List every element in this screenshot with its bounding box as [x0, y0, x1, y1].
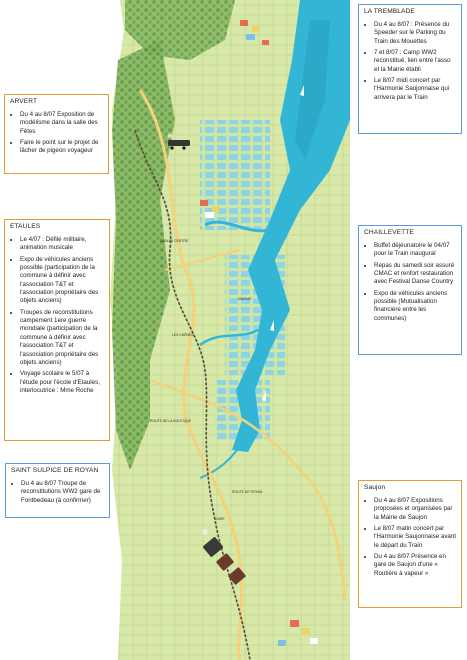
map-label-street-b: ROUTE DE ROYAN [232, 490, 263, 494]
map-label-town-center: SABLES CENTRE [160, 239, 189, 243]
box-title: Saujon [364, 484, 386, 491]
list-item: • Du 4 au 8/07 : Présence du Speeder sur le Parking du Train des Mouettes [374, 21, 456, 46]
list-item: • Le 8/07 matin concert par l'Harmonie Saujonnaise avant le départ du Train [374, 525, 456, 550]
info-box-saujon [358, 480, 462, 608]
info-box-etaules [4, 219, 110, 441]
box-title: SAINT SULPICE DE ROYAN [11, 467, 99, 474]
box-title: LA TREMBLADE [364, 8, 415, 15]
map-label-street-a: ROUTE DE LA BOUTIQUE [150, 419, 192, 423]
list-item: • Du 4 au 8/07 Présence en gare de Saujon d'une « Routière à vapeur » [374, 553, 456, 578]
list-item: • Du 4 au 8/07 Troupe de reconstitutions WW2 gare de Fontbedeau (à confirmer) [21, 480, 104, 505]
list-item: • Expo de véhicules anciens possible (participation de la commune à définir avec l'association T&T et l'association propriétaire des objets anciens) [20, 256, 104, 306]
info-box-la-tremblade [358, 4, 462, 134]
list-item: • 7 et 8/07 : Camp WW2 reconstitué, lien entre l'asso et la Mairie établi [374, 49, 456, 74]
list-item: • Le 8/07 midi concert par l'Harmonie Saujonnaise qui arrivera par le Train [374, 77, 456, 102]
list-item: • Buffet déjeunatoire le 04/07 pour le Train inaugural [374, 242, 456, 259]
map-label-marsh: MARAIS [238, 297, 251, 301]
info-box-chaillevette [358, 225, 462, 355]
box-title: ETAULES [10, 223, 41, 230]
box-title: ARVERT [10, 98, 38, 105]
list-item: • Faire le point sur le projet de lâcher de pigeon voyageur [20, 139, 103, 156]
list-item: • Du 4 au 8/07 Exposition de modélisme dans la salle des Fêtes [20, 111, 103, 136]
map-label-hamlet: LES CHÊNES [172, 333, 194, 337]
box-title: CHAILLEVETTE [364, 229, 414, 236]
info-box-arvert [4, 94, 109, 174]
list-item: • Voyage scolaire le 5/07 à l'étude pour l'école d'Etaules, interlocutrice : Mme Roche [20, 370, 104, 395]
map-label-station: GARE [215, 517, 225, 521]
list-item: • Repas du samedi soir assuré CMAC et renfort restauration avec Festival Danse Country [374, 262, 456, 287]
info-box-saint-sulpice [5, 463, 110, 518]
list-item: • Expo de véhicules anciens possible (Mutualisation financière entre les communes) [374, 290, 456, 323]
list-item: • Le 4/07 : Défilé militaire, animation musicale [20, 236, 104, 253]
list-item: • Troupes de reconstitutions campement 1ere guerre mondiale (participation de la commune à définir avec l'association T&T et l'association propriétaire des objets anciens) [20, 309, 104, 368]
list-item: • Du 4 au 8/07 Expositions proposées et organisées par la Mairie de Saujon [374, 497, 456, 522]
